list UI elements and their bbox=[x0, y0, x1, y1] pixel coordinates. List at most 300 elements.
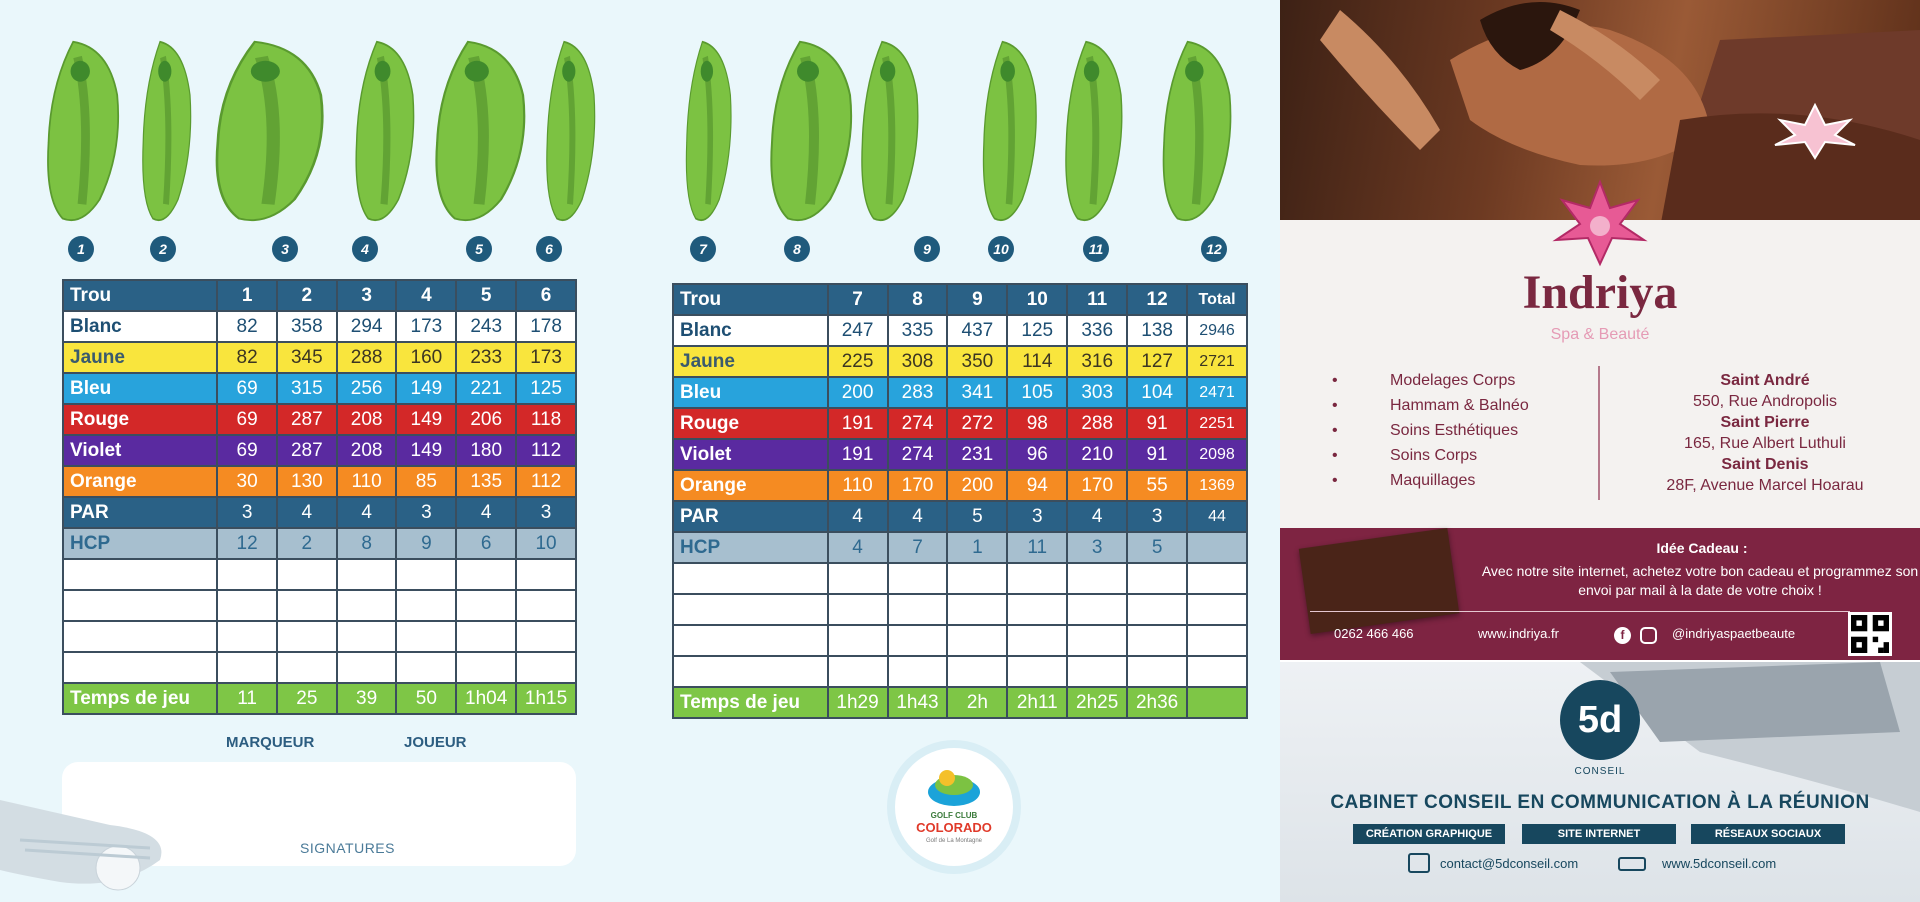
score-cell: 274 bbox=[888, 408, 948, 439]
score-cell: 283 bbox=[888, 377, 948, 408]
score-cell: 149 bbox=[396, 373, 456, 404]
score-cell: 94 bbox=[1007, 470, 1067, 501]
blank-cell[interactable] bbox=[1007, 563, 1067, 594]
row-label: Temps de jeu bbox=[63, 683, 217, 714]
score-cell: 221 bbox=[456, 373, 516, 404]
row-label: Jaune bbox=[63, 342, 217, 373]
blank-cell[interactable] bbox=[277, 590, 337, 621]
score-cell: 3 bbox=[396, 497, 456, 528]
conseil-website[interactable]: www.5dconseil.com bbox=[1662, 856, 1777, 871]
blank-cell[interactable] bbox=[217, 559, 277, 590]
spa-service-item: • Modelages Corps bbox=[1330, 372, 1590, 397]
score-cell: 55 bbox=[1127, 470, 1187, 501]
row-jaune bbox=[673, 346, 1247, 377]
blank-score-row[interactable] bbox=[673, 625, 1247, 656]
time-cell: 2h11 bbox=[1007, 687, 1067, 718]
hole-number-6: 6 bbox=[536, 236, 562, 262]
score-cell: 4 bbox=[337, 497, 397, 528]
golf-club-logo bbox=[895, 748, 1013, 866]
blank-cell[interactable] bbox=[456, 652, 516, 683]
hole-11-illustration bbox=[1058, 38, 1128, 228]
header-cell: Trou bbox=[63, 280, 217, 311]
blank-cell[interactable] bbox=[277, 559, 337, 590]
header-cell: 9 bbox=[947, 284, 1007, 315]
row-label: Orange bbox=[673, 470, 828, 501]
row-label: HCP bbox=[63, 528, 217, 559]
row-orange bbox=[63, 466, 576, 497]
score-cell: 160 bbox=[396, 342, 456, 373]
row-bleu bbox=[673, 377, 1247, 408]
blank-cell[interactable] bbox=[888, 563, 948, 594]
header-cell: 7 bbox=[828, 284, 888, 315]
score-cell: 358 bbox=[277, 311, 337, 342]
score-cell: 3 bbox=[1127, 501, 1187, 532]
blank-cell[interactable] bbox=[277, 621, 337, 652]
blank-cell[interactable] bbox=[1187, 594, 1247, 625]
row-par bbox=[63, 497, 576, 528]
score-cell: 170 bbox=[1067, 470, 1127, 501]
blank-cell[interactable] bbox=[947, 594, 1007, 625]
scorecard-table-holes-7-12 bbox=[672, 283, 1248, 719]
score-cell: 3 bbox=[1007, 501, 1067, 532]
blank-cell[interactable] bbox=[63, 652, 217, 683]
score-cell: 125 bbox=[516, 373, 576, 404]
hole-number-9: 9 bbox=[914, 236, 940, 262]
golf-club-icon bbox=[0, 770, 175, 900]
blank-cell[interactable] bbox=[516, 621, 576, 652]
signatures-label: SIGNATURES bbox=[300, 840, 395, 856]
hole-5-illustration bbox=[424, 38, 534, 228]
blank-cell[interactable] bbox=[673, 563, 828, 594]
row-violet bbox=[673, 439, 1247, 470]
blank-score-row[interactable] bbox=[673, 563, 1247, 594]
conseil-email[interactable]: contact@5dconseil.com bbox=[1440, 856, 1579, 871]
gift-voucher-image bbox=[1299, 528, 1460, 634]
score-cell: 11 bbox=[1007, 532, 1067, 563]
gift-text: Avec notre site internet, achetez votre bon cadeau et programmez son envoi par mail à la date de votre choix ! bbox=[1481, 563, 1919, 598]
score-cell: 200 bbox=[947, 470, 1007, 501]
score-cell: 180 bbox=[456, 435, 516, 466]
time-cell: 1h15 bbox=[516, 683, 576, 714]
blank-cell[interactable] bbox=[217, 652, 277, 683]
hole-number-12: 12 bbox=[1201, 236, 1227, 262]
score-cell: 335 bbox=[888, 315, 948, 346]
spa-subtitle: Spa & Beauté bbox=[1550, 326, 1650, 343]
row-label: Jaune bbox=[673, 346, 828, 377]
score-cell: 9 bbox=[396, 528, 456, 559]
row-hcp bbox=[673, 532, 1247, 563]
spa-service-item: • Soins Corps bbox=[1330, 447, 1590, 472]
score-cell: 208 bbox=[337, 404, 397, 435]
score-cell: 173 bbox=[396, 311, 456, 342]
score-cell: 149 bbox=[396, 404, 456, 435]
band-divider bbox=[1310, 611, 1850, 612]
score-cell: 149 bbox=[396, 435, 456, 466]
header-cell: Trou bbox=[673, 284, 828, 315]
marqueur-label: MARQUEUR bbox=[226, 734, 315, 751]
score-cell: 82 bbox=[217, 311, 277, 342]
score-cell: 4 bbox=[277, 497, 337, 528]
hole-number-11: 11 bbox=[1083, 236, 1109, 262]
blank-cell[interactable] bbox=[1067, 594, 1127, 625]
score-cell: 69 bbox=[217, 435, 277, 466]
blank-cell[interactable] bbox=[947, 656, 1007, 687]
row-label: PAR bbox=[63, 497, 217, 528]
blank-score-row[interactable] bbox=[63, 621, 576, 652]
qr-code-icon[interactable] bbox=[1848, 612, 1892, 656]
scorecard-table-holes-1-6 bbox=[62, 279, 577, 715]
score-cell bbox=[1187, 532, 1247, 563]
header-cell: 3 bbox=[337, 280, 397, 311]
time-cell: 1h43 bbox=[888, 687, 948, 718]
spa-locations bbox=[1600, 370, 1920, 496]
blank-cell[interactable] bbox=[396, 590, 456, 621]
score-cell: 3 bbox=[1067, 532, 1127, 563]
score-cell: 85 bbox=[396, 466, 456, 497]
score-cell: 112 bbox=[516, 435, 576, 466]
blank-cell[interactable] bbox=[516, 652, 576, 683]
blank-cell[interactable] bbox=[888, 625, 948, 656]
blank-cell[interactable] bbox=[1007, 656, 1067, 687]
blank-cell[interactable] bbox=[63, 590, 217, 621]
qr-pattern bbox=[1851, 615, 1889, 653]
blank-cell[interactable] bbox=[828, 563, 888, 594]
score-cell: 91 bbox=[1127, 408, 1187, 439]
score-cell: 5 bbox=[1127, 532, 1187, 563]
score-cell: 30 bbox=[217, 466, 277, 497]
row-label: Rouge bbox=[63, 404, 217, 435]
blank-cell[interactable] bbox=[396, 559, 456, 590]
score-cell: 243 bbox=[456, 311, 516, 342]
row-bleu bbox=[63, 373, 576, 404]
score-cell: 7 bbox=[888, 532, 948, 563]
header-cell: 11 bbox=[1067, 284, 1127, 315]
facebook-icon[interactable]: f bbox=[1614, 627, 1631, 644]
row-label: Rouge bbox=[673, 408, 828, 439]
blank-cell[interactable] bbox=[1187, 656, 1247, 687]
blank-cell[interactable] bbox=[337, 652, 397, 683]
blank-cell[interactable] bbox=[217, 621, 277, 652]
blank-cell[interactable] bbox=[396, 621, 456, 652]
score-cell: 437 bbox=[947, 315, 1007, 346]
score-cell: 4 bbox=[456, 497, 516, 528]
row-label: Blanc bbox=[63, 311, 217, 342]
score-cell: 287 bbox=[277, 404, 337, 435]
hole-number-2: 2 bbox=[150, 236, 176, 262]
header-cell: 6 bbox=[516, 280, 576, 311]
blank-cell[interactable] bbox=[456, 559, 516, 590]
score-cell: 303 bbox=[1067, 377, 1127, 408]
hole-number-8: 8 bbox=[784, 236, 810, 262]
blank-cell[interactable] bbox=[828, 594, 888, 625]
hole-7-illustration bbox=[680, 38, 736, 228]
row-blanc bbox=[63, 311, 576, 342]
score-cell: 138 bbox=[1127, 315, 1187, 346]
blank-cell[interactable] bbox=[1127, 594, 1187, 625]
spa-location-city: Saint Pierre bbox=[1720, 414, 1810, 431]
island-icon bbox=[927, 766, 981, 810]
time-cell: 2h36 bbox=[1127, 687, 1187, 718]
blank-cell[interactable] bbox=[1127, 625, 1187, 656]
row-temps bbox=[63, 683, 576, 714]
hole-number-5: 5 bbox=[466, 236, 492, 262]
conseil-service-creation: CRÉATION GRAPHIQUE bbox=[1353, 824, 1505, 844]
header-cell: 1 bbox=[217, 280, 277, 311]
spa-service-item: • Soins Esthétiques bbox=[1330, 422, 1590, 447]
blank-cell[interactable] bbox=[456, 621, 516, 652]
hole-3-illustration bbox=[202, 38, 334, 228]
hole-12-illustration bbox=[1154, 38, 1238, 228]
row-label: Temps de jeu bbox=[673, 687, 828, 718]
time-cell bbox=[1187, 687, 1247, 718]
blank-cell[interactable] bbox=[217, 590, 277, 621]
spa-location-city: Saint Denis bbox=[1721, 456, 1809, 473]
score-cell: 2721 bbox=[1187, 346, 1247, 377]
row-orange bbox=[673, 470, 1247, 501]
blank-cell[interactable] bbox=[828, 656, 888, 687]
blank-cell[interactable] bbox=[277, 652, 337, 683]
logo-tagline: Golf de La Montagne bbox=[925, 838, 983, 844]
score-cell: 91 bbox=[1127, 439, 1187, 470]
blank-cell[interactable] bbox=[516, 590, 576, 621]
score-cell: 200 bbox=[828, 377, 888, 408]
score-cell: 178 bbox=[516, 311, 576, 342]
score-cell: 69 bbox=[217, 404, 277, 435]
row-label: Blanc bbox=[673, 315, 828, 346]
score-cell: 316 bbox=[1067, 346, 1127, 377]
score-cell: 3 bbox=[516, 497, 576, 528]
spa-location-address: 165, Rue Albert Luthuli bbox=[1684, 435, 1846, 452]
score-cell: 173 bbox=[516, 342, 576, 373]
score-cell: 231 bbox=[947, 439, 1007, 470]
score-cell: 2098 bbox=[1187, 439, 1247, 470]
score-cell: 350 bbox=[947, 346, 1007, 377]
score-cell: 247 bbox=[828, 315, 888, 346]
score-cell: 135 bbox=[456, 466, 516, 497]
hole-number-3: 3 bbox=[272, 236, 298, 262]
row-temps bbox=[673, 687, 1247, 718]
row-label: PAR bbox=[673, 501, 828, 532]
score-cell: 233 bbox=[456, 342, 516, 373]
blank-cell[interactable] bbox=[63, 559, 217, 590]
time-cell: 2h bbox=[947, 687, 1007, 718]
joueur-label: JOUEUR bbox=[404, 734, 467, 751]
blank-cell[interactable] bbox=[1067, 625, 1127, 656]
conseil-service-reseaux: RÉSEAUX SOCIAUX bbox=[1691, 824, 1845, 844]
blank-cell[interactable] bbox=[888, 656, 948, 687]
score-cell: 1369 bbox=[1187, 470, 1247, 501]
hole-number-10: 10 bbox=[988, 236, 1014, 262]
spa-name: Indriya bbox=[1522, 266, 1678, 319]
score-cell: 8 bbox=[337, 528, 397, 559]
score-cell: 345 bbox=[277, 342, 337, 373]
hole-1-illustration bbox=[38, 38, 126, 228]
row-rouge bbox=[63, 404, 576, 435]
blank-cell[interactable] bbox=[1187, 625, 1247, 656]
spa-phone[interactable]: 0262 466 466 bbox=[1334, 626, 1414, 641]
row-par bbox=[673, 501, 1247, 532]
blank-cell[interactable] bbox=[337, 559, 397, 590]
score-cell: 225 bbox=[828, 346, 888, 377]
score-cell: 69 bbox=[217, 373, 277, 404]
score-cell: 191 bbox=[828, 408, 888, 439]
conseil-logo: 5d bbox=[1560, 680, 1640, 760]
row-label: Violet bbox=[673, 439, 828, 470]
score-cell: 2 bbox=[277, 528, 337, 559]
score-cell: 110 bbox=[828, 470, 888, 501]
blank-cell[interactable] bbox=[337, 590, 397, 621]
score-cell: 44 bbox=[1187, 501, 1247, 532]
score-cell: 110 bbox=[337, 466, 397, 497]
score-cell: 256 bbox=[337, 373, 397, 404]
score-cell: 118 bbox=[516, 404, 576, 435]
blank-cell[interactable] bbox=[516, 559, 576, 590]
hole-4-illustration bbox=[348, 38, 420, 228]
spa-location-city: Saint André bbox=[1720, 372, 1810, 389]
score-cell: 1 bbox=[947, 532, 1007, 563]
blank-score-row[interactable] bbox=[63, 652, 576, 683]
time-cell: 39 bbox=[337, 683, 397, 714]
blank-score-row[interactable] bbox=[63, 559, 576, 590]
time-cell: 25 bbox=[277, 683, 337, 714]
hole-number-4: 4 bbox=[352, 236, 378, 262]
header-cell: 2 bbox=[277, 280, 337, 311]
score-cell: 315 bbox=[277, 373, 337, 404]
instagram-icon[interactable] bbox=[1640, 627, 1657, 644]
time-cell: 2h25 bbox=[1067, 687, 1127, 718]
score-cell: 4 bbox=[828, 532, 888, 563]
hole-9-illustration bbox=[854, 38, 924, 228]
blank-cell[interactable] bbox=[396, 652, 456, 683]
score-cell: 274 bbox=[888, 439, 948, 470]
score-cell: 114 bbox=[1007, 346, 1067, 377]
score-cell: 294 bbox=[337, 311, 397, 342]
score-cell: 2471 bbox=[1187, 377, 1247, 408]
score-cell: 308 bbox=[888, 346, 948, 377]
blank-cell[interactable] bbox=[1067, 563, 1127, 594]
score-cell: 206 bbox=[456, 404, 516, 435]
blank-cell[interactable] bbox=[947, 625, 1007, 656]
time-cell: 1h29 bbox=[828, 687, 888, 718]
spa-website[interactable]: www.indriya.fr bbox=[1478, 626, 1559, 641]
row-label: HCP bbox=[673, 532, 828, 563]
score-cell: 288 bbox=[1067, 408, 1127, 439]
hole-10-illustration bbox=[976, 38, 1042, 228]
logo-name: COLORADO bbox=[916, 820, 992, 835]
score-cell: 125 bbox=[1007, 315, 1067, 346]
score-cell: 130 bbox=[277, 466, 337, 497]
score-cell: 10 bbox=[516, 528, 576, 559]
spa-services-list bbox=[1330, 372, 1590, 497]
blank-cell[interactable] bbox=[673, 656, 828, 687]
row-label: Orange bbox=[63, 466, 217, 497]
header-cell: 10 bbox=[1007, 284, 1067, 315]
hole-8-illustration bbox=[760, 38, 860, 228]
time-cell: 1h04 bbox=[456, 683, 516, 714]
row-label: Bleu bbox=[673, 377, 828, 408]
conseil-title: CABINET CONSEIL EN COMMUNICATION À LA RÉUNION bbox=[1330, 792, 1870, 813]
blank-score-row[interactable] bbox=[673, 594, 1247, 625]
row-hcp bbox=[63, 528, 576, 559]
blank-cell[interactable] bbox=[673, 594, 828, 625]
score-cell: 98 bbox=[1007, 408, 1067, 439]
hole-number-7: 7 bbox=[690, 236, 716, 262]
web-cursor-icon bbox=[1618, 857, 1646, 871]
blank-cell[interactable] bbox=[456, 590, 516, 621]
blank-score-row[interactable] bbox=[63, 590, 576, 621]
score-cell: 191 bbox=[828, 439, 888, 470]
spa-location-address: 550, Rue Andropolis bbox=[1692, 393, 1838, 410]
blank-cell[interactable] bbox=[1007, 625, 1067, 656]
score-cell: 287 bbox=[277, 435, 337, 466]
email-icon bbox=[1408, 853, 1430, 873]
blank-cell[interactable] bbox=[1187, 563, 1247, 594]
header-cell: 5 bbox=[456, 280, 516, 311]
score-cell: 105 bbox=[1007, 377, 1067, 408]
header-cell: Total bbox=[1187, 284, 1247, 315]
score-cell: 104 bbox=[1127, 377, 1187, 408]
blank-cell[interactable] bbox=[63, 621, 217, 652]
header-cell: 4 bbox=[396, 280, 456, 311]
score-cell: 4 bbox=[1067, 501, 1127, 532]
conseil-service-site: SITE INTERNET bbox=[1522, 824, 1676, 844]
blank-cell[interactable] bbox=[888, 594, 948, 625]
score-cell: 4 bbox=[828, 501, 888, 532]
score-cell: 82 bbox=[217, 342, 277, 373]
score-cell: 4 bbox=[888, 501, 948, 532]
spa-social-handle[interactable]: @indriyaspaetbeaute bbox=[1672, 626, 1796, 641]
score-cell: 210 bbox=[1067, 439, 1127, 470]
blank-score-row[interactable] bbox=[673, 656, 1247, 687]
header-cell: 8 bbox=[888, 284, 948, 315]
score-cell: 272 bbox=[947, 408, 1007, 439]
score-cell: 112 bbox=[516, 466, 576, 497]
score-cell: 2946 bbox=[1187, 315, 1247, 346]
spa-service-item: • Hammam & Balnéo bbox=[1330, 397, 1590, 422]
blank-cell[interactable] bbox=[1127, 656, 1187, 687]
blank-cell[interactable] bbox=[947, 563, 1007, 594]
logo-small-text: GOLF CLUB bbox=[930, 811, 978, 820]
row-rouge bbox=[673, 408, 1247, 439]
row-label: Bleu bbox=[63, 373, 217, 404]
score-cell: 127 bbox=[1127, 346, 1187, 377]
score-cell: 6 bbox=[456, 528, 516, 559]
blank-cell[interactable] bbox=[1127, 563, 1187, 594]
lotus-logo-icon bbox=[1552, 178, 1648, 268]
blank-cell[interactable] bbox=[1067, 656, 1127, 687]
lotus-towel-icon bbox=[1770, 100, 1860, 160]
row-blanc bbox=[673, 315, 1247, 346]
row-jaune bbox=[63, 342, 576, 373]
score-cell: 96 bbox=[1007, 439, 1067, 470]
blank-cell[interactable] bbox=[337, 621, 397, 652]
time-cell: 11 bbox=[217, 683, 277, 714]
hole-number-1: 1 bbox=[68, 236, 94, 262]
row-violet bbox=[63, 435, 576, 466]
time-cell: 50 bbox=[396, 683, 456, 714]
blank-cell[interactable] bbox=[828, 625, 888, 656]
blank-cell[interactable] bbox=[673, 625, 828, 656]
row-trou bbox=[63, 280, 576, 311]
spa-service-item: • Maquillages bbox=[1330, 472, 1590, 497]
spa-location-address: 28F, Avenue Marcel Hoarau bbox=[1666, 477, 1864, 494]
header-cell: 12 bbox=[1127, 284, 1187, 315]
row-label: Violet bbox=[63, 435, 217, 466]
hole-6-illustration bbox=[540, 38, 600, 228]
score-cell: 341 bbox=[947, 377, 1007, 408]
blank-cell[interactable] bbox=[1007, 594, 1067, 625]
score-cell: 288 bbox=[337, 342, 397, 373]
